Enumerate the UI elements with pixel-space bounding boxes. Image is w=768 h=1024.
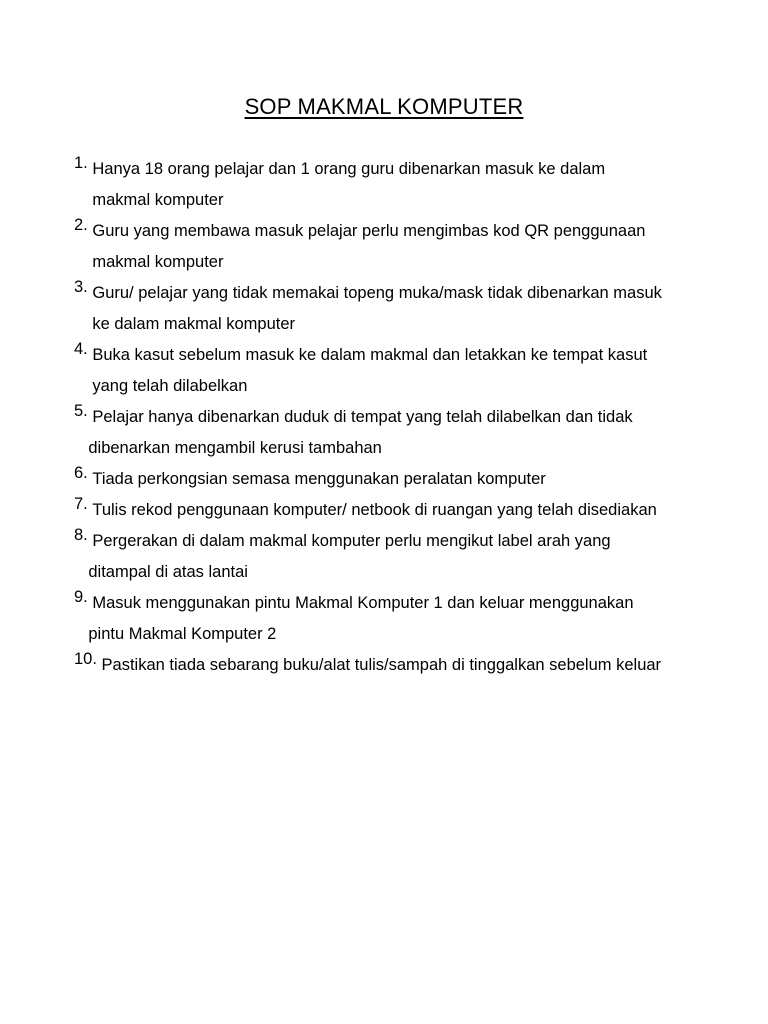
list-item-number: 1. bbox=[74, 154, 93, 172]
list-item-number: 8. bbox=[74, 526, 93, 544]
list-item-line: makmal komputer bbox=[92, 191, 224, 209]
list-item bbox=[74, 650, 734, 681]
list-item-line: Tulis rekod penggunaan komputer/ netbook di ruangan yang telah disediakan bbox=[92, 501, 657, 519]
list-item-number: 7. bbox=[74, 495, 93, 513]
list-item-line: Guru yang membawa masuk pelajar perlu mengimbas kod QR penggunaan bbox=[92, 222, 646, 240]
list-item bbox=[74, 402, 734, 464]
list-item-number: 9. bbox=[74, 588, 93, 606]
list-item bbox=[74, 526, 734, 588]
list-item-line: ke dalam makmal komputer bbox=[92, 315, 296, 333]
list-item-line: dibenarkan mengambil kerusi tambahan bbox=[88, 439, 382, 457]
list-item-number: 4. bbox=[74, 340, 93, 358]
sop-list bbox=[74, 154, 734, 681]
list-item bbox=[74, 464, 734, 495]
list-item-text bbox=[92, 464, 734, 495]
list-item-text bbox=[92, 278, 734, 340]
list-item-number: 6. bbox=[74, 464, 93, 482]
list-item bbox=[74, 340, 734, 402]
list-item bbox=[74, 154, 734, 216]
list-item-line: Buka kasut sebelum masuk ke dalam makmal dan letakkan ke tempat kasut bbox=[92, 346, 648, 364]
list-item bbox=[74, 278, 734, 340]
list-item-text bbox=[92, 495, 734, 526]
list-item-number: 10. bbox=[74, 650, 102, 668]
page-title: SOP MAKMAL KOMPUTER bbox=[244, 94, 524, 119]
list-item-line: makmal komputer bbox=[92, 253, 224, 271]
list-item-line: Pelajar hanya dibenarkan duduk di tempat yang telah dilabelkan dan tidak bbox=[92, 408, 633, 426]
list-item-text bbox=[92, 216, 734, 278]
list-item-line: yang telah dilabelkan bbox=[92, 377, 248, 395]
list-item-text bbox=[102, 650, 734, 681]
list-item-line: pintu Makmal Komputer 2 bbox=[88, 625, 277, 643]
list-item-text bbox=[92, 340, 734, 402]
list-item bbox=[74, 588, 734, 650]
list-item-line: Pastikan tiada sebarang buku/alat tulis/sampah di tinggalkan sebelum keluar bbox=[101, 656, 662, 674]
list-item-line: Pergerakan di dalam makmal komputer perlu mengikut label arah yang bbox=[92, 532, 611, 550]
list-item-line: Masuk menggunakan pintu Makmal Komputer 1 dan keluar menggunakan bbox=[92, 594, 634, 612]
list-item-number: 2. bbox=[74, 216, 93, 234]
list-item-text bbox=[88, 526, 734, 588]
list-item-number: 5. bbox=[74, 402, 93, 420]
list-item-number: 3. bbox=[74, 278, 93, 296]
list-item-text bbox=[88, 402, 734, 464]
list-item-line: Guru/ pelajar yang tidak memakai topeng muka/mask tidak dibenarkan masuk bbox=[92, 284, 662, 302]
list-item-text bbox=[88, 588, 734, 650]
list-item bbox=[74, 216, 734, 278]
list-item bbox=[74, 495, 734, 526]
list-item-text bbox=[92, 154, 734, 216]
list-item-line: Hanya 18 orang pelajar dan 1 orang guru dibenarkan masuk ke dalam bbox=[92, 160, 606, 178]
list-item-line: ditampal di atas lantai bbox=[88, 563, 248, 581]
list-item-line: Tiada perkongsian semasa menggunakan peralatan komputer bbox=[92, 470, 546, 488]
